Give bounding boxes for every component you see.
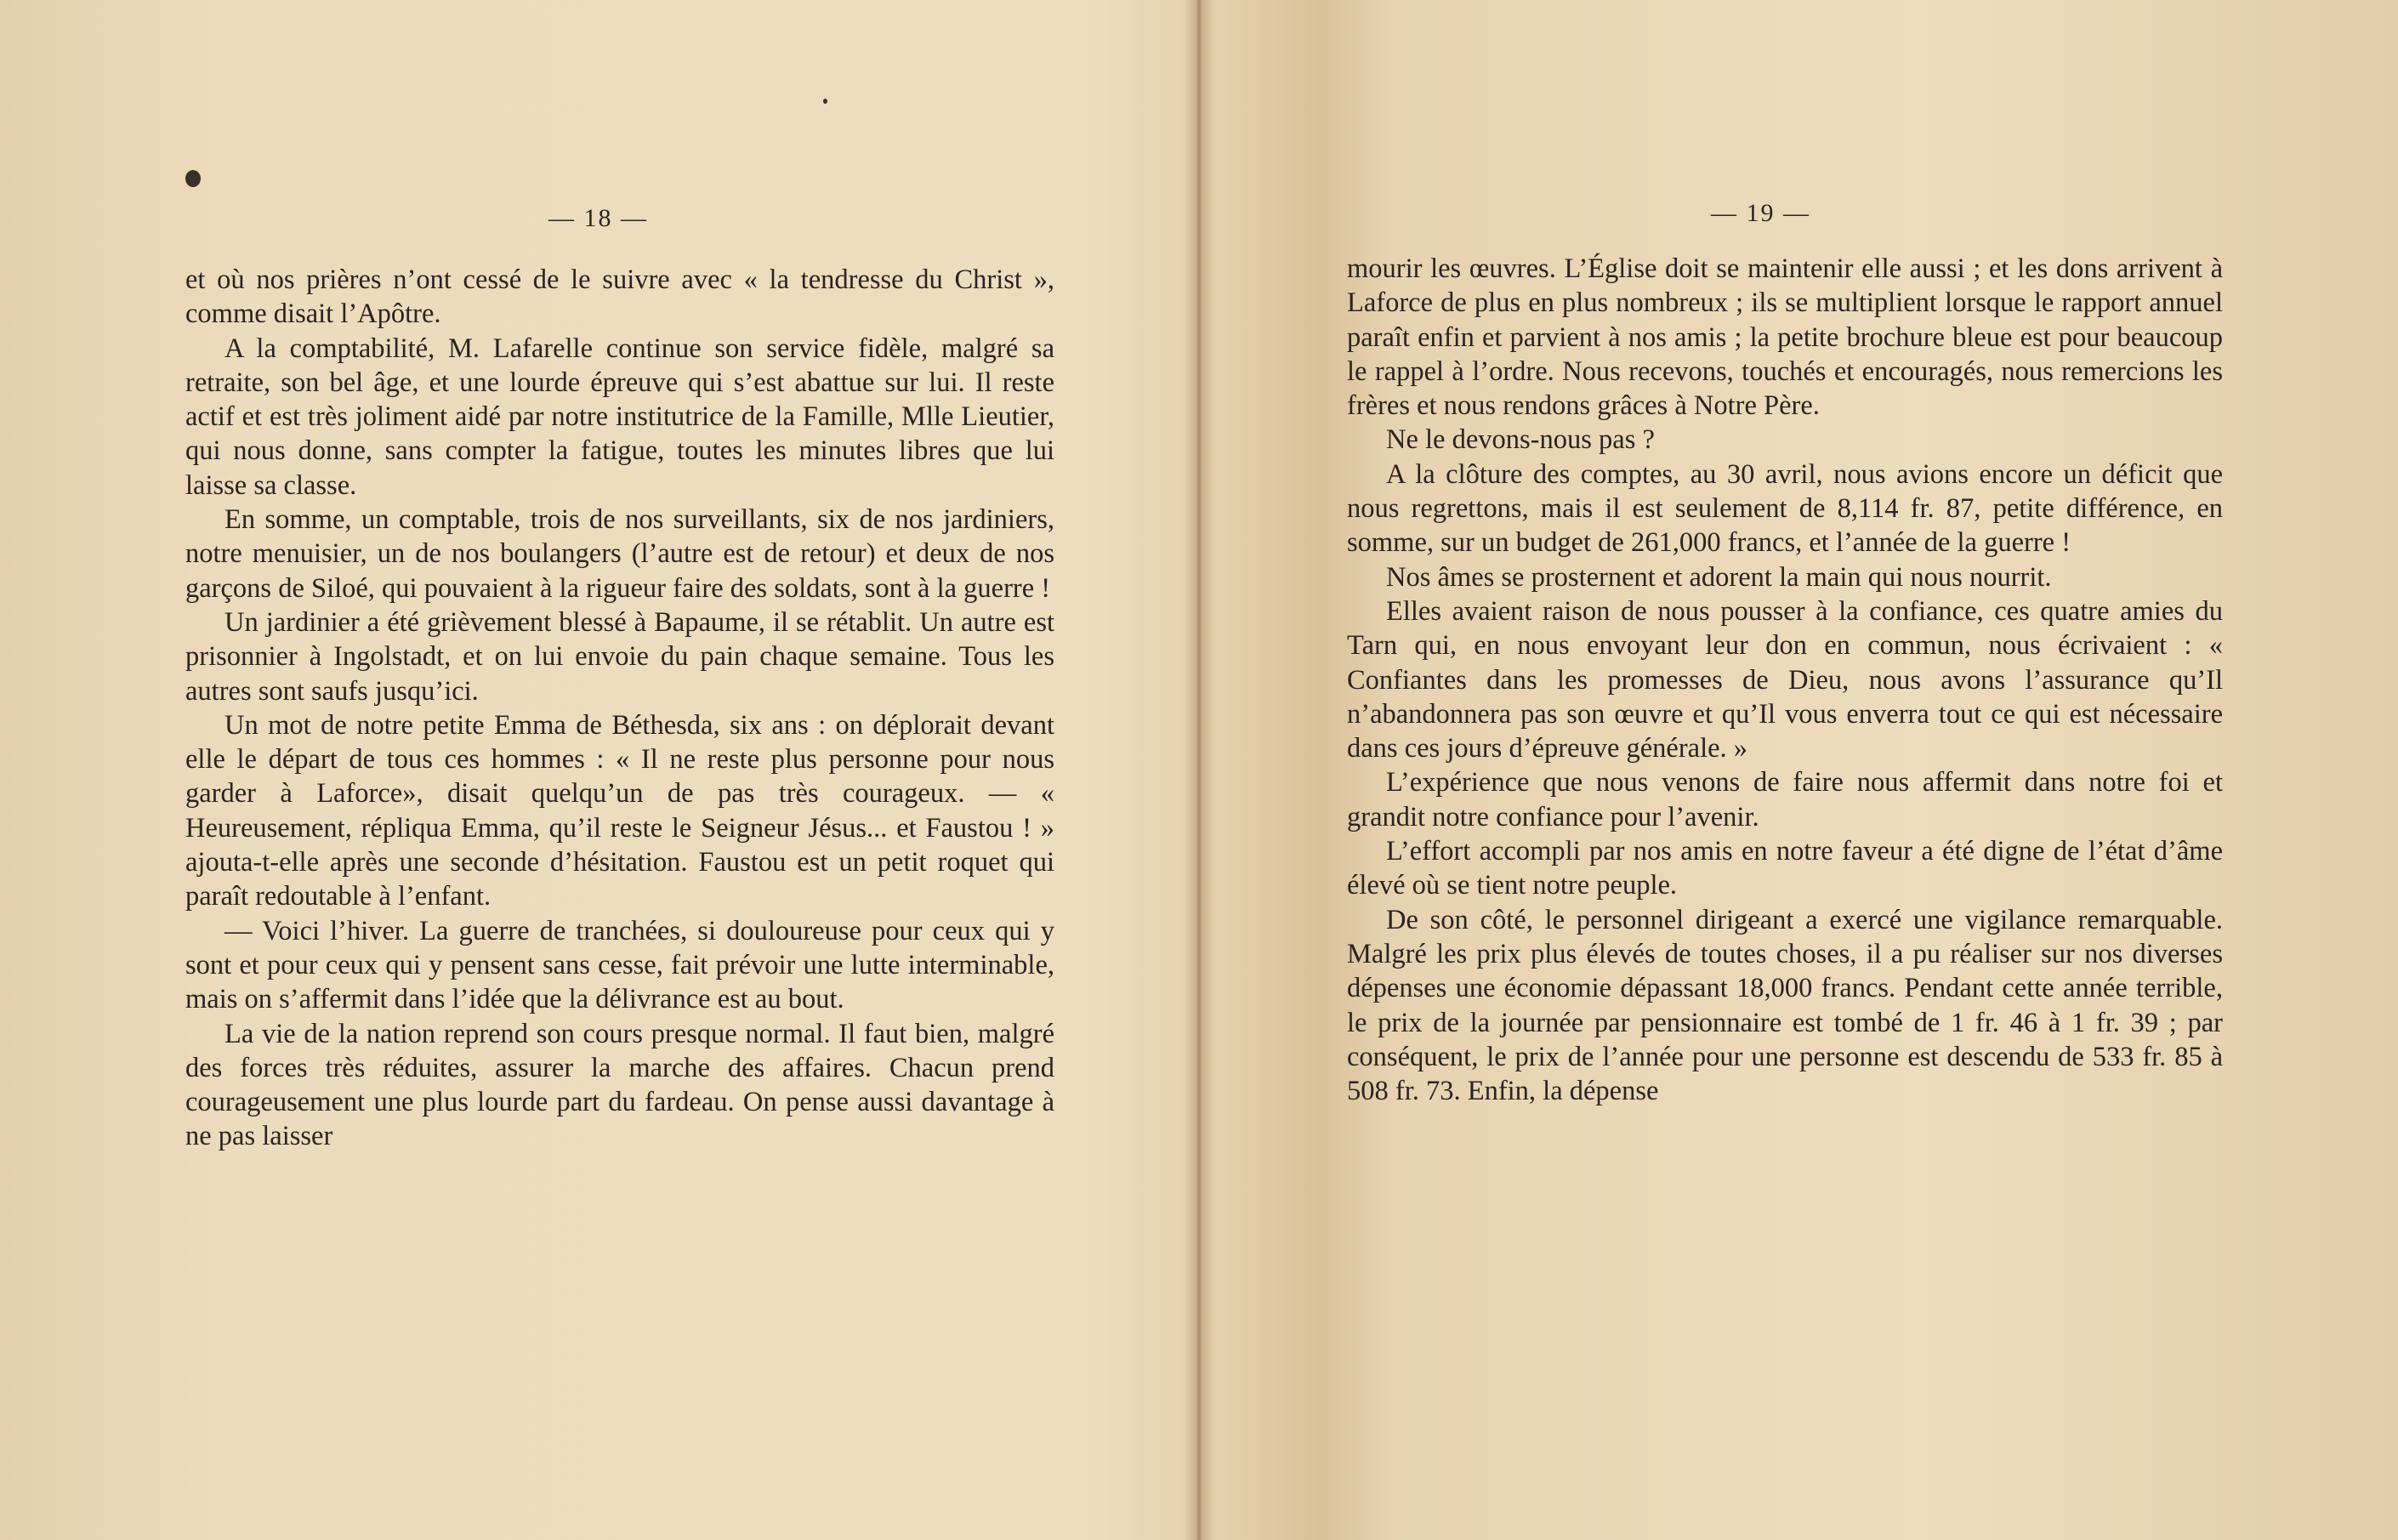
ink-speck [823,99,827,104]
paragraph: Nos âmes se prosternent et adorent la main qui nous nourrit. [1386,561,2052,593]
page-number: — 19 — [1711,199,1810,227]
paragraph: A la clôture des comptes, au 30 avril, nous avions encore un déficit que nous regrettons, mais il est seulement de 8,114 fr. 87, petite différence, en somme, sur un budget de 261,000 francs, et l’année de la guerre ! [1347,458,2223,559]
page-body [1347,252,2223,1108]
paragraph: A la comptabilité, M. Lafarelle continue son service fidèle, malgré sa retraite, son bel âge, et une lourde épreuve qui s’est abattue sur lui. Il reste actif et est très joliment aidé par notre institutrice de la Famille, Mlle Lieutier, qui nous donne, sans compter la fatigue, toutes les minutes libres que lui laisse sa classe. [185,332,1054,501]
paragraph: Elles avaient raison de nous pousser à la confiance, ces quatre amies du Tarn qui, en nous envoyant leur don en commun, nous écrivaient : « Confiantes dans les promesses de Dieu, nous avons l’assurance qu’Il n’abandonnera pas son œuvre et qu’Il vous enverra tout ce qui est nécessaire dans ces jours d’épreuve générale. » [1347,595,2223,764]
left-page [0,0,1190,1540]
paragraph: L’effort accompli par nos amis en notre faveur a été digne de l’état d’âme élevé où se tient notre peuple. [1347,836,2223,901]
paragraph: L’expérience que nous venons de faire nous affermit dans notre foi et grandit notre confiance pour l’avenir. [1347,767,2223,833]
paragraph: Ne le devons-nous pas ? [1386,424,1655,456]
paragraph: — Voici l’hiver. La guerre de tranchées, si douloureuse pour ceux qui y sont et pour ceux qui y pensent sans cesse, fait prévoir une lutte interminable, mais on s’affermit dans l’idée que la délivrance est au bout. [185,915,1054,1015]
right-page [1199,0,2398,1540]
paragraph: En somme, un comptable, trois de nos surveillants, six de nos jardiniers, notre menuisier, un de nos boulangers (l’autre est de retour) et deux de nos garçons de Siloé, qui pouvaient à la rigueur faire des soldats, sont à la guerre ! [185,504,1054,604]
paragraph: Un jardinier a été grièvement blessé à Bapaume, il se rétablit. Un autre est prisonnier à Ingolstadt, et on lui envoie du pain chaque semaine. Tous les autres sont saufs jusqu’ici. [185,606,1054,707]
page-number: — 18 — [548,204,648,232]
paragraph: La vie de la nation reprend son cours presque normal. Il faut bien, malgré des forces très réduites, assurer la marche des affaires. Chacun prend courageusement une plus lourde part du fardeau. On pense aussi davantage à ne pas laisser [185,1018,1054,1152]
paragraph: mourir les œuvres. L’Église doit se maintenir elle aussi ; et les dons arrivent à Laforce de plus en plus nombreux ; ils se multiplient lorsque le rapport annuel paraît enfin et parvient à nos amis ; la petite brochure bleue est pour beaucoup le rappel à l’ordre. Nous recevons, touchés et encouragés, nous remercions les frères et nous rendons grâces à Notre Père. [1347,253,2223,422]
ink-spot [185,170,201,187]
paragraph: Un mot de notre petite Emma de Béthesda, six ans : on déplorait devant elle le départ de tous ces hommes : « Il ne reste plus personne pour nous garder à Laforce», disait quelqu’un de pas très courageux. — « Heureusement, répliqua Emma, qu’il reste le Seigneur Jésus... et Faustou ! » ajouta-t-elle après une seconde d’hésitation. Faustou est un petit roquet qui paraît redoutable à l’enfant. [185,709,1054,912]
paragraph: et où nos prières n’ont cessé de le suivre avec « la tendresse du Christ », comme disait l’Apôtre. [185,264,1054,330]
page-body [185,263,1054,1154]
paragraph: De son côté, le personnel dirigeant a exercé une vigilance remarquable. Malgré les prix plus élevés de toutes choses, il a pu réaliser sur nos diverses dépenses une économie dépassant 18,000 francs. Pendant cette année terrible, le prix de la journée par pensionnaire est tombé de 1 fr. 46 à 1 fr. 39 ; par conséquent, le prix de l’année pour une personne est descendu de 533 fr. 85 à 508 fr. 73. Enfin, la dépense [1347,904,2223,1107]
